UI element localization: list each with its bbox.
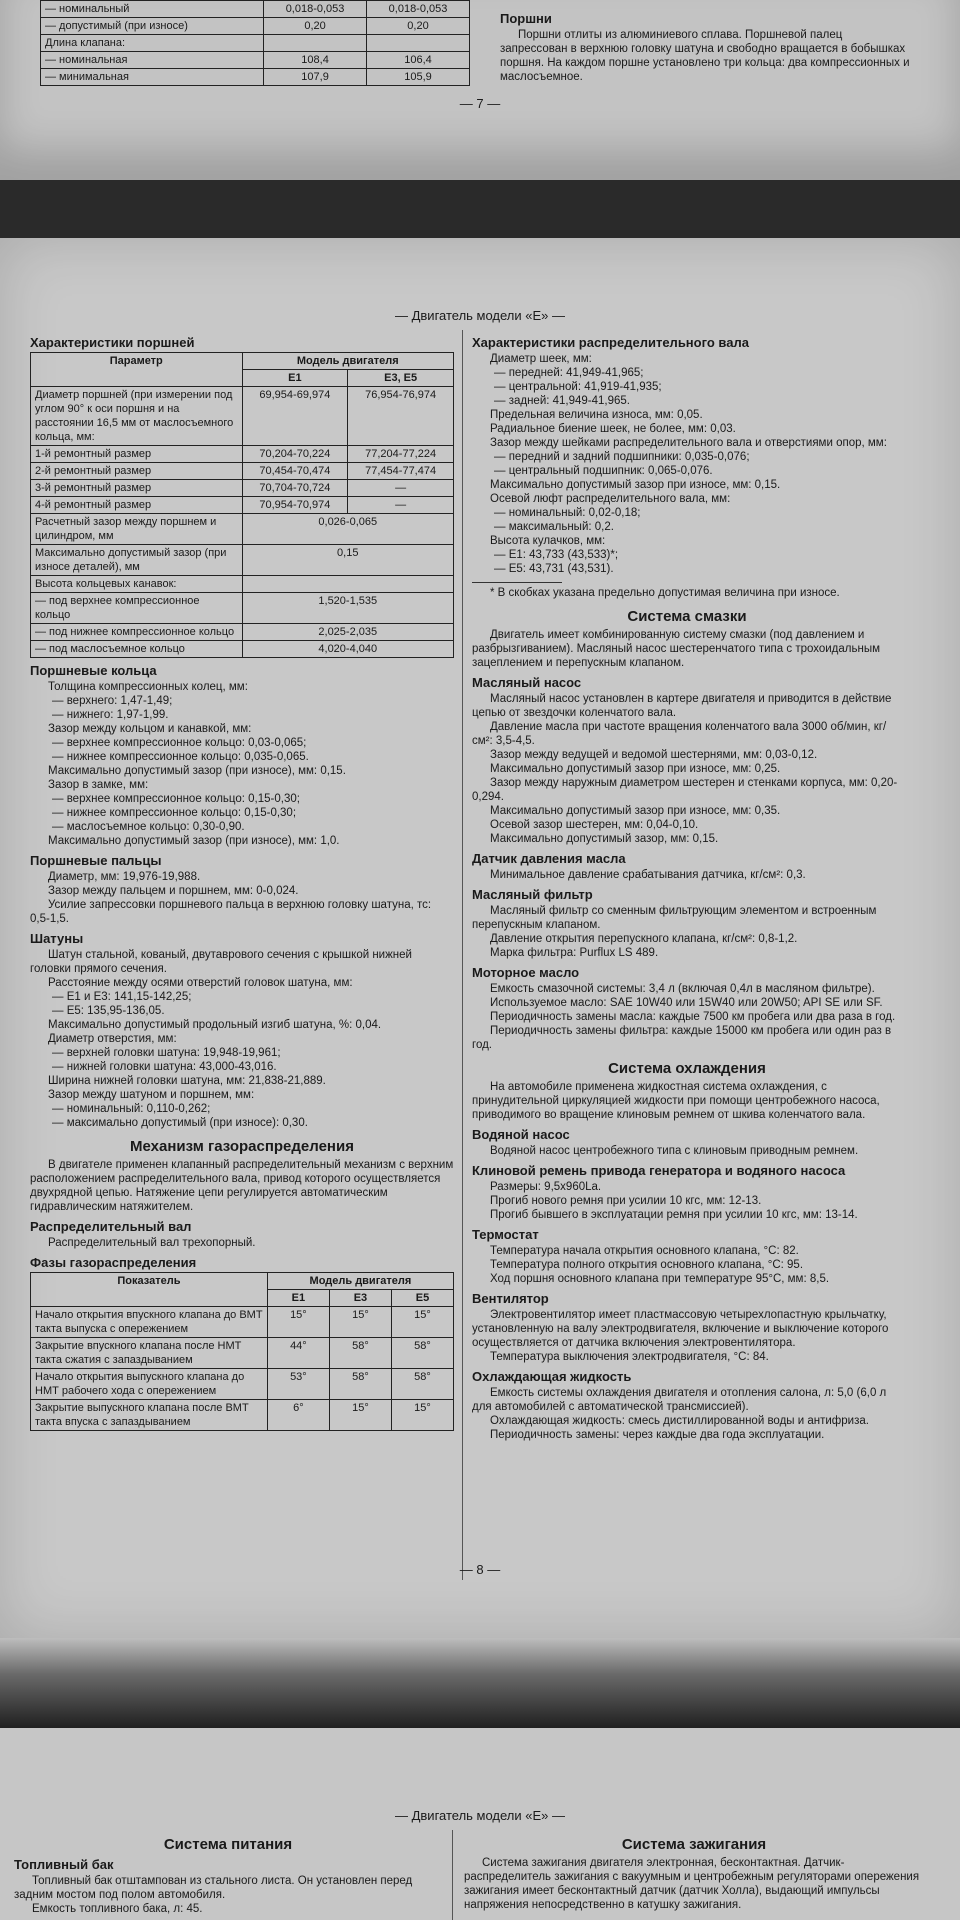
chapter-title: Механизм газораспределения bbox=[130, 1138, 354, 1155]
table-cell: 106,4 bbox=[367, 52, 470, 69]
paragraph: Водяной насос центробежного типа с клиновым приводным ремнем. bbox=[490, 1145, 859, 1157]
table-row bbox=[31, 1400, 454, 1431]
list-item: — E1 и E3: 141,15-142,25; bbox=[52, 991, 192, 1003]
paragraph: Распределительный вал трехопорный. bbox=[48, 1237, 256, 1249]
table-cell: — bbox=[348, 497, 454, 514]
page-gap bbox=[0, 180, 960, 238]
column-divider bbox=[462, 330, 463, 1580]
text-line: Прогиб нового ремня при усилии 10 кгс, мм: 12-13. bbox=[490, 1195, 762, 1207]
page-number: — 8 — bbox=[459, 1562, 501, 1577]
pistons-table bbox=[30, 352, 454, 658]
table-cell: Максимально допустимый зазор (при износе деталей), мм bbox=[31, 545, 243, 576]
table-cell: Диаметр поршней (при измерении под углом 90° к оси поршня и на расстоянии 16,5 мм от маслосъемного кольца, мм: bbox=[31, 387, 243, 446]
section-title: Характеристики распределительного вала bbox=[472, 335, 749, 350]
table-cell: 15° bbox=[329, 1307, 391, 1338]
table-cell: 4-й ремонтный размер bbox=[31, 497, 243, 514]
paragraph: В двигателе применен клапанный распределительный механизм с верхним расположением распределительного вала, привод которого осуществляется двухрядной цепью. Натяжение цепи регулируется автоматическим гидравлическим натяжителем. bbox=[30, 1159, 454, 1213]
running-header: — Двигатель модели «Е» — bbox=[394, 308, 566, 323]
table-cell: 0,018-0,053 bbox=[264, 1, 367, 18]
text-line: Высота кулачков, мм: bbox=[490, 535, 606, 547]
table-row bbox=[31, 624, 454, 641]
section-title: Термостат bbox=[472, 1227, 539, 1242]
section-title: Распределительный вал bbox=[30, 1219, 192, 1234]
table-cell: — bbox=[348, 480, 454, 497]
table-row bbox=[31, 576, 454, 593]
table-cell: — номинальная bbox=[41, 52, 264, 69]
table-cell: 58° bbox=[391, 1338, 453, 1369]
belt-list bbox=[472, 1180, 902, 1222]
table-row bbox=[31, 1369, 454, 1400]
text-line: Топливный бак отштампован из стального листа. Он установлен перед задним мостом под полом автомобиля. bbox=[14, 1875, 413, 1901]
table-cell: 3-й ремонтный размер bbox=[31, 480, 243, 497]
section-title: Масляный насос bbox=[472, 675, 582, 690]
table-cell: Начало открытия впускного клапана до ВМТ такта выпуска с опережением bbox=[31, 1307, 268, 1338]
section-title: Фазы газораспределения bbox=[30, 1255, 197, 1270]
list-item: — нижней головки шатуна: 43,000-43,016. bbox=[52, 1061, 277, 1073]
table-cell: 58° bbox=[329, 1338, 391, 1369]
text-line: Максимально допустимый зазор, мм: 0,15. bbox=[490, 833, 719, 845]
section-title: Топливный бак bbox=[14, 1857, 114, 1872]
table-cell: 1,520-1,535 bbox=[242, 593, 454, 624]
table-cell: Закрытие выпускного клапана после ВМТ такта впуска с запаздыванием bbox=[31, 1400, 268, 1431]
table-cell: — номинальный bbox=[41, 1, 264, 18]
list-item: — нижнее компрессионное кольцо: 0,035-0,065. bbox=[52, 751, 309, 763]
text-line: Максимально допустимый продольный изгиб шатуна, %: 0,04. bbox=[48, 1019, 382, 1031]
paragraph: Двигатель имеет комбинированную систему смазки (под давлением и разбрызгиванием). Масляный насос шестеренчатого типа с трохоидальным зацеплением и перепускным клапаном. bbox=[472, 629, 881, 669]
text-line: Зазор в замке, мм: bbox=[48, 779, 149, 791]
page-7 bbox=[0, 0, 960, 183]
table-cell: 6° bbox=[267, 1400, 329, 1431]
table-cell: — минимальная bbox=[41, 69, 264, 86]
text-line: Зазор между кольцом и канавкой, мм: bbox=[48, 723, 252, 735]
footnote-rule bbox=[472, 582, 562, 583]
left-column bbox=[30, 330, 454, 1431]
text-line: Масляный насос установлен в картере двигателя и приводится в действие цепью от звездочки коленчатого вала. bbox=[472, 693, 892, 719]
table-cell: 15° bbox=[267, 1307, 329, 1338]
section-title: Поршневые кольца bbox=[30, 663, 157, 678]
table-cell: — под маслосъемное кольцо bbox=[31, 641, 243, 658]
col-header: E1 bbox=[267, 1290, 329, 1307]
column-divider bbox=[452, 1830, 453, 1920]
text-line: Расстояние между осями отверстий головок шатуна, мм: bbox=[48, 977, 353, 989]
list-item: — передний и задний подшипники: 0,035-0,076; bbox=[494, 451, 750, 463]
list-item: — центральный подшипник: 0,065-0,076. bbox=[494, 465, 713, 477]
paragraph: Минимальное давление срабатывания датчика, кг/см²: 0,3. bbox=[490, 869, 806, 881]
table-row bbox=[41, 35, 470, 52]
list-item: — центральной: 41,919-41,935; bbox=[494, 381, 662, 393]
table-cell: 15° bbox=[391, 1400, 453, 1431]
list-item: — максимальный: 0,2. bbox=[494, 521, 614, 533]
table-cell: 77,454-77,474 bbox=[348, 463, 454, 480]
coolant-list bbox=[472, 1386, 902, 1442]
list-item: — максимально допустимый (при износе): 0,30. bbox=[52, 1117, 308, 1129]
text-line: Предельная величина износа, мм: 0,05. bbox=[490, 409, 703, 421]
text-line: Емкость топливного бака, л: 45. bbox=[32, 1903, 203, 1915]
list-item: — нижнего: 1,97-1,99. bbox=[52, 709, 169, 721]
col-header: E5 bbox=[391, 1290, 453, 1307]
text-line: Зазор между шатуном и поршнем, мм: bbox=[48, 1089, 255, 1101]
table-cell: 70,704-70,724 bbox=[242, 480, 348, 497]
text-line: Зазор между наружным диаметром шестерен и стенками корпуса, мм: 0,20-0,294. bbox=[472, 777, 898, 803]
list-item: — E5: 43,731 (43,531). bbox=[494, 563, 614, 575]
text-line: Температура полного открытия основного клапана, °C: 95. bbox=[490, 1259, 804, 1271]
text-line: Максимально допустимый зазор при износе, мм: 0,15. bbox=[490, 479, 781, 491]
table-cell: 107,9 bbox=[264, 69, 367, 86]
table-cell: 70,454-70,474 bbox=[242, 463, 348, 480]
text-line: Емкость смазочной системы: 3,4 л (включая 0,4л в масляном фильтре). bbox=[490, 983, 875, 995]
text-line: Периодичность замены: через каждые два года эксплуатации. bbox=[490, 1429, 825, 1441]
table-cell: 4,020-4,040 bbox=[242, 641, 454, 658]
running-header: — Двигатель модели «Е» — bbox=[394, 1808, 566, 1823]
text-line: Периодичность замены масла: каждые 7500 км пробега или два раза в год. bbox=[490, 1011, 896, 1023]
page-9 bbox=[0, 1728, 960, 1920]
paragraph: На автомобиле применена жидкостная система охлаждения, с принудительной циркуляцией жидкости при помощи центробежного насоса, приводимого во вращение клиновым ремнем от шкива коленчатого вала. bbox=[472, 1081, 880, 1121]
section-title: Поршни bbox=[500, 11, 552, 26]
text-line: Используемое масло: SAE 10W40 или 15W40 или 20W50; API SE или SF. bbox=[490, 997, 883, 1009]
text-line: Зазор между ведущей и ведомой шестернями, мм: 0,03-0,12. bbox=[490, 749, 818, 761]
rings-list bbox=[30, 680, 454, 848]
table-row bbox=[31, 593, 454, 624]
list-item: — маслосъемное кольцо: 0,30-0,90. bbox=[52, 821, 245, 833]
table-cell: 15° bbox=[329, 1400, 391, 1431]
table-cell: — под верхнее компрессионное кольцо bbox=[31, 593, 243, 624]
text-line: Давление открытия перепускного клапана, кг/см²: 0,8-1,2. bbox=[490, 933, 798, 945]
table-cell: Закрытие впускного клапана после НМТ такта сжатия с запаздыванием bbox=[31, 1338, 268, 1369]
table-cell: 69,954-69,974 bbox=[242, 387, 348, 446]
rods-list bbox=[30, 948, 454, 1130]
section-title: Поршневые пальцы bbox=[30, 853, 162, 868]
table-cell: Высота кольцевых канавок: bbox=[31, 576, 243, 593]
table-row bbox=[31, 1338, 454, 1369]
table-row bbox=[41, 52, 470, 69]
fuel-tank-list bbox=[14, 1874, 442, 1916]
table-cell: 2,025-2,035 bbox=[242, 624, 454, 641]
table-cell: 105,9 bbox=[367, 69, 470, 86]
table-cell: 70,954-70,974 bbox=[242, 497, 348, 514]
text-line: Диаметр отверстия, мм: bbox=[48, 1033, 177, 1045]
list-item: — передней: 41,949-41,965; bbox=[494, 367, 644, 379]
list-item: — E1: 43,733 (43,533)*; bbox=[494, 549, 619, 561]
col-header: E3, E5 bbox=[348, 370, 454, 387]
table-cell: Длина клапана: bbox=[41, 35, 264, 52]
table-cell: Начало открытия выпускного клапана до НМТ рабочего хода с опережением bbox=[31, 1369, 268, 1400]
table-cell: 0,018-0,053 bbox=[367, 1, 470, 18]
table-cell: — под нижнее компрессионное кольцо bbox=[31, 624, 243, 641]
chapter-title: Система смазки bbox=[627, 608, 747, 625]
table-cell: 0,15 bbox=[242, 545, 454, 576]
col-header: Модель двигателя bbox=[267, 1273, 453, 1290]
table-cell: 53° bbox=[267, 1369, 329, 1400]
text-line: Ширина нижней головки шатуна, мм: 21,838-21,889. bbox=[48, 1075, 326, 1087]
text-line: Электровентилятор имеет пластмассовую четырехлопастную крыльчатку, установленную на валу электродвигателя, включение и выключение которого осуществляется от датчика включения электровентилятора. bbox=[472, 1309, 889, 1349]
list-item: — E5: 135,95-136,05. bbox=[52, 1005, 165, 1017]
table-row bbox=[31, 1307, 454, 1338]
text-line: Марка фильтра: Purflux LS 489. bbox=[490, 947, 659, 959]
paragraph: Система зажигания двигателя электронная, бесконтактная. Датчик-распределитель зажигания с вакуумным и центробежным регуляторами опережения зажигания имеет бесконтактный датчик (датчик Холла), выдающий импульсы напряжения непосредственно в катушку зажигания. bbox=[464, 1857, 920, 1911]
list-item: — задней: 41,949-41,965. bbox=[494, 395, 631, 407]
list-item: — верхнего: 1,47-1,49; bbox=[52, 695, 173, 707]
table-cell: 15° bbox=[391, 1307, 453, 1338]
text-line: Температура начала открытия основного клапана, °C: 82. bbox=[490, 1245, 799, 1257]
table-cell bbox=[367, 35, 470, 52]
table-row bbox=[41, 18, 470, 35]
engine-oil-list bbox=[472, 982, 902, 1052]
right-column bbox=[472, 330, 902, 1442]
chapter-title: Система питания bbox=[163, 1836, 293, 1853]
text-line: Усилие запрессовки поршневого пальца в верхнюю головку шатуна, тс: 0,5-1,5. bbox=[30, 899, 432, 925]
section-title: Характеристики поршней bbox=[30, 335, 195, 350]
text-line: Максимально допустимый зазор при износе, мм: 0,35. bbox=[490, 805, 781, 817]
text-line: Зазор между шейками распределительного вала и отверстиями опор, мм: bbox=[490, 437, 887, 449]
table-row bbox=[31, 387, 454, 446]
list-item: — номинальный: 0,110-0,262; bbox=[52, 1103, 211, 1115]
oil-pump-list bbox=[472, 692, 902, 846]
table-cell: 0,026-0,065 bbox=[242, 514, 454, 545]
text-line: Прогиб бывшего в эксплуатации ремня при усилии 10 кгс, мм: 13-14. bbox=[490, 1209, 858, 1221]
section-title: Охлаждающая жидкость bbox=[472, 1369, 632, 1384]
section-title: Клиновой ремень привода генератора и водяного насоса bbox=[472, 1163, 846, 1178]
table-row bbox=[41, 1, 470, 18]
section-title: Шатуны bbox=[30, 931, 84, 946]
page-gap bbox=[0, 1638, 960, 1728]
table-row bbox=[31, 545, 454, 576]
text-line: Температура выключения электродвигателя, °C: 84. bbox=[490, 1351, 769, 1363]
text-line: Максимально допустимый зазор (при износе), мм: 0,15. bbox=[48, 765, 346, 777]
table-cell bbox=[242, 576, 454, 593]
list-item: — верхнее компрессионное кольцо: 0,03-0,065; bbox=[52, 737, 307, 749]
section-title: Датчик давления масла bbox=[472, 851, 626, 866]
section-title: Моторное масло bbox=[472, 965, 580, 980]
table-row bbox=[31, 446, 454, 463]
list-item: — верхнее компрессионное кольцо: 0,15-0,30; bbox=[52, 793, 300, 805]
thermostat-list bbox=[472, 1244, 902, 1286]
page-8 bbox=[0, 238, 960, 1638]
table-cell: 0,20 bbox=[264, 18, 367, 35]
footnote: * В скобках указана предельно допустимая величина при износе. bbox=[490, 587, 840, 599]
text-line: Максимально допустимый зазор при износе, мм: 0,25. bbox=[490, 763, 781, 775]
table-row bbox=[31, 514, 454, 545]
table-row bbox=[31, 497, 454, 514]
camshaft-list bbox=[472, 352, 902, 576]
text-line: Давление масла при частоте вращения коленчатого вала 3000 об/мин, кг/см²: 3,5-4,5. bbox=[472, 721, 887, 747]
fan-list bbox=[472, 1308, 902, 1364]
col-header: E3 bbox=[329, 1290, 391, 1307]
table-cell: 58° bbox=[329, 1369, 391, 1400]
list-item: — нижнее компрессионное кольцо: 0,15-0,30; bbox=[52, 807, 297, 819]
table-cell: 1-й ремонтный размер bbox=[31, 446, 243, 463]
text-line: Максимально допустимый зазор (при износе), мм: 1,0. bbox=[48, 835, 340, 847]
table-row bbox=[31, 480, 454, 497]
text-line: Зазор между пальцем и поршнем, мм: 0-0,024. bbox=[48, 885, 299, 897]
col-header: Модель двигателя bbox=[242, 353, 454, 370]
table-cell: 0,20 bbox=[367, 18, 470, 35]
list-item: — верхней головки шатуна: 19,948-19,961; bbox=[52, 1047, 281, 1059]
section-title: Водяной насос bbox=[472, 1127, 570, 1142]
table-cell: — допустимый (при износе) bbox=[41, 18, 264, 35]
oil-filter-list bbox=[472, 904, 902, 960]
table-cell: 76,954-76,974 bbox=[348, 387, 454, 446]
left-column bbox=[14, 1828, 442, 1916]
phases-table bbox=[30, 1272, 454, 1431]
col-header: E1 bbox=[242, 370, 348, 387]
table-cell: 77,204-77,224 bbox=[348, 446, 454, 463]
section-title: Масляный фильтр bbox=[472, 887, 593, 902]
table-cell bbox=[264, 35, 367, 52]
section-title: Вентилятор bbox=[472, 1291, 549, 1306]
text-line: Осевой зазор шестерен, мм: 0,04-0,10. bbox=[490, 819, 699, 831]
table-cell: 44° bbox=[267, 1338, 329, 1369]
pistons-section bbox=[500, 6, 910, 84]
text-line: Размеры: 9,5x960La. bbox=[490, 1181, 602, 1193]
table-row bbox=[31, 463, 454, 480]
list-item: — номинальный: 0,02-0,18; bbox=[494, 507, 641, 519]
table-cell: Расчетный зазор между поршнем и цилиндром, мм bbox=[31, 514, 243, 545]
text-line: Периодичность замены фильтра: каждые 15000 км пробега или один раз в год. bbox=[472, 1025, 892, 1051]
text-line: Охлаждающая жидкость: смесь дистиллированной воды и антифриза. bbox=[490, 1415, 869, 1427]
table-row bbox=[31, 641, 454, 658]
right-column bbox=[464, 1828, 924, 1912]
text-line: Шатун стальной, кованый, двутаврового сечения с крышкой нижней головки прямого сечения. bbox=[30, 949, 412, 975]
text-line: Диаметр шеек, мм: bbox=[490, 353, 592, 365]
text-line: Ход поршня основного клапана при температуре 95°C, мм: 8,5. bbox=[490, 1273, 830, 1285]
valve-table-fragment bbox=[40, 0, 470, 86]
text-line: Диаметр, мм: 19,976-19,988. bbox=[48, 871, 201, 883]
col-header: Показатель bbox=[31, 1273, 268, 1307]
table-cell: 108,4 bbox=[264, 52, 367, 69]
chapter-title: Система зажигания bbox=[621, 1836, 767, 1853]
col-header: Параметр bbox=[31, 353, 243, 387]
text-line: Масляный фильтр со сменным фильтрующим элементом и встроенным перепускным клапаном. bbox=[472, 905, 877, 931]
paragraph: Поршни отлиты из алюминиевого сплава. Поршневой палец запрессован в верхнюю головку шатуна и свободно вращается в бобышках поршня. На каждом поршне установлено три кольца: два компрессионных и маслосъемное. bbox=[500, 29, 910, 83]
chapter-title: Система охлаждения bbox=[608, 1060, 766, 1077]
table-cell: 2-й ремонтный размер bbox=[31, 463, 243, 480]
text-line: Осевой люфт распределительного вала, мм: bbox=[490, 493, 731, 505]
text-line: Радиальное биение шеек, не более, мм: 0,03. bbox=[490, 423, 736, 435]
table-row bbox=[41, 69, 470, 86]
table-cell: 70,204-70,224 bbox=[242, 446, 348, 463]
pins-list bbox=[30, 870, 454, 926]
page-number: — 7 — bbox=[459, 96, 501, 111]
table-cell: 58° bbox=[391, 1369, 453, 1400]
text-line: Толщина компрессионных колец, мм: bbox=[48, 681, 248, 693]
text-line: Емкость системы охлаждения двигателя и отопления салона, л: 5,0 (6,0 л для автомобилей с автоматической трансмиссией). bbox=[472, 1387, 887, 1413]
